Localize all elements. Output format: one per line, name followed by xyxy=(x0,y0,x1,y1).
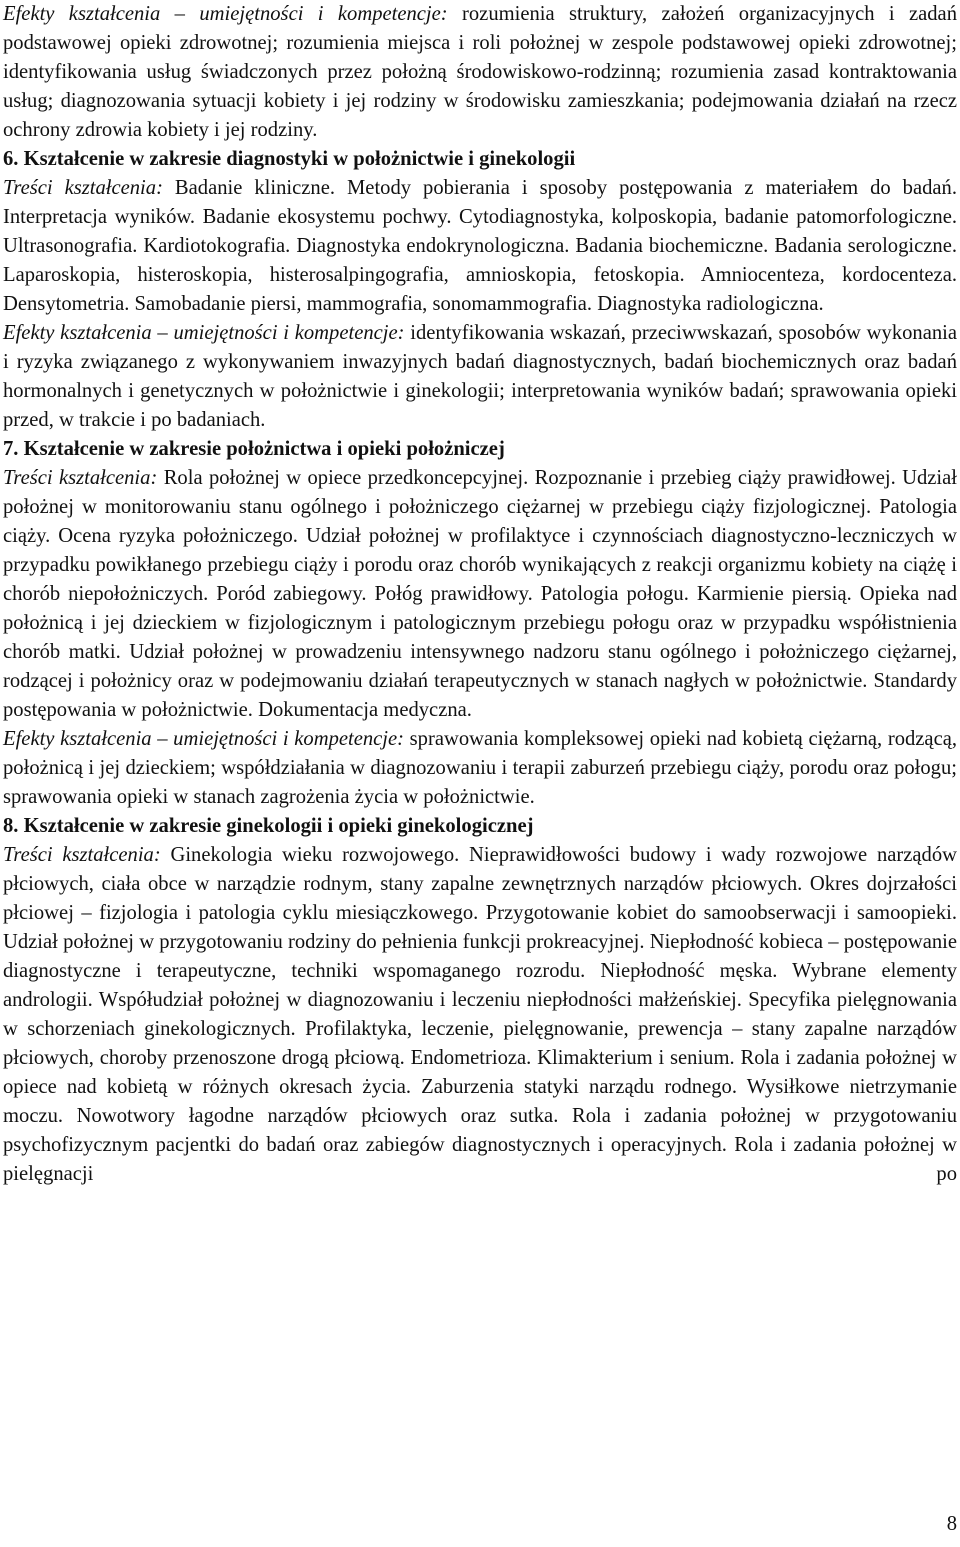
paragraph-lead-label: Efekty kształcenia – umiejętności i kompetencje: xyxy=(3,728,405,750)
paragraph xyxy=(3,319,957,435)
paragraph-lead-label: Efekty kształcenia – umiejętności i kompetencje: xyxy=(3,322,405,344)
section-heading: 7. Kształcenie w zakresie położnictwa i opieki położniczej xyxy=(3,438,505,460)
paragraph-lead-label: Efekty kształcenia – umiejętności i kompetencje: xyxy=(3,3,448,25)
paragraph-lead-label: Treści kształcenia: xyxy=(3,177,163,199)
document-body xyxy=(3,0,957,1189)
paragraph-text: identyfikowania wskazań, przeciwwskazań, sposobów wykonania i ryzyka związanego z wykonywaniem inwazyjnych badań diagnostycznych, badań biochemicznych oraz badań hormonalnych i genetycznych w położnictwie i ginekologii; interpretowania wyników badań; sprawowania opieki przed, w trakcie i po badaniach. xyxy=(3,322,958,431)
paragraph xyxy=(3,841,957,1189)
paragraph-text: sprawowania kompleksowej opieki nad kobietą ciężarną, rodzącą, położnicą i jej dzieckiem; współdziałania w diagnozowaniu i terapii zaburzeń przebiegu ciąży, porodu oraz połogu; sprawowania opieki w stanach zagrożenia życia w położnictwie. xyxy=(3,728,958,808)
paragraph-text: Ginekologia wieku rozwojowego. Nieprawidłowości budowy i wady rozwojowe narządów płciowych, ciała obce w narządzie rodnym, stany zapalne zewnętrznych narządów płciowych. Okres dojrzałości płciowej – fizjologia i patologia cyklu miesiączkowego. Przygotowanie kobiet do samoobserwacji i samoopieki. Udział położnej w przygotowaniu rodziny do pełnienia funkcji prokreacyjnej. Niepłodność kobieca – postępowanie diagnostyczne i terapeutyczne, techniki wspomaganego rozrodu. Niepłodność męska. Wybrane elementy andrologii. Współudział położnej w diagnozowaniu i leczeniu niepłodności małżeńskiej. Specyfika pielęgnowania w schorzeniach ginekologicznych. Profilaktyka, leczenie, pielęgnowanie, prewencja – stany zapalne narządów płciowych, choroby przenoszone drogą płciową. Endometrioza. Klimakterium i senium. Rola i zadania położnej w opiece nad kobietą w różnych okresach życia. Zaburzenia statyki narządu rodnego. Wysiłkowe nietrzymanie moczu. Nowotwory łagodne narządów płciowych oraz sutka. Rola i zadania położnej w przygotowaniu psychofizycznym pacjentki do badań oraz zabiegów diagnostycznych i operacyjnych. Rola i zadania położnej w pielęgnacji po xyxy=(3,844,957,1185)
section-heading: 6. Kształcenie w zakresie diagnostyki w położnictwie i ginekologii xyxy=(3,148,576,170)
paragraph-text: Badanie kliniczne. Metody pobierania i sposoby postępowania z materiałem do badań. Interpretacja wyników. Badanie ekosystemu pochwy. Cytodiagnostyka, kolposkopia, badanie patomorfologiczne. Ultrasonografia. Kardiotokografia. Diagnostyka endokrynologiczna. Badania biochemiczne. Badania serologiczne. Laparoskopia, histeroskopia, histerosalpingografia, amnioskopia, fetoskopia. Amniocenteza, kordocenteza. Densytometria. Samobadanie piersi, mammografia, sonomammografia. Diagnostyka radiologiczna. xyxy=(3,177,957,315)
paragraph xyxy=(3,725,957,812)
paragraph-lead-label: Treści kształcenia: xyxy=(3,844,161,866)
paragraph xyxy=(3,464,957,725)
page-number: 8 xyxy=(946,1513,957,1535)
paragraph-lead-label: Treści kształcenia: xyxy=(3,467,158,489)
paragraph-text: Rola położnej w opiece przedkoncepcyjnej. Rozpoznanie i przebieg ciąży prawidłowej. Udział położnej w monitorowaniu stanu ogólnego i położniczego ciężarnej w przebiegu ciąży fizjologicznej. Patologia ciąży. Ocena ryzyka położniczego. Udział położnej w profilaktyce i czynnościach diagnostyczno-leczniczych w przypadku powikłanego przebiegu ciąży i porodu oraz chorób wynikających z reakcji organizmu kobiety na ciążę i chorób niepołożniczych. Poród zabiegowy. Połóg prawidłowy. Patologia połogu. Karmienie piersią. Opieka nad położnicą i jej dzieckiem w fizjologicznym i patologicznym przebiegu połogu oraz w przypadku współistnienia chorób matki. Udział położnej w prowadzeniu intensywnego nadzoru stanu ogólnego i położniczego ciężarnej, rodzącej i położnicy oraz w podejmowaniu działań terapeutycznych w stanach nagłych w położnictwie. Standardy postępowania w położnictwie. Dokumentacja medyczna. xyxy=(3,467,957,721)
section-heading: 8. Kształcenie w zakresie ginekologii i opieki ginekologicznej xyxy=(3,815,534,837)
paragraph xyxy=(3,174,957,319)
paragraph-text: rozumienia struktury, założeń organizacyjnych i zadań podstawowej opieki zdrowotnej; rozumienia miejsca i roli położnej w zespole podstawowej opieki zdrowotnej; identyfikowania usług świadczonych przez położną środowiskowo-rodzinną; rozumienia zasad kontraktowania usług; diagnozowania sytuacji kobiety i jej rodziny w środowisku zamieszkania; podejmowania działań na rzecz ochrony zdrowia kobiety i jej rodziny. xyxy=(3,3,957,141)
paragraph xyxy=(3,0,957,145)
